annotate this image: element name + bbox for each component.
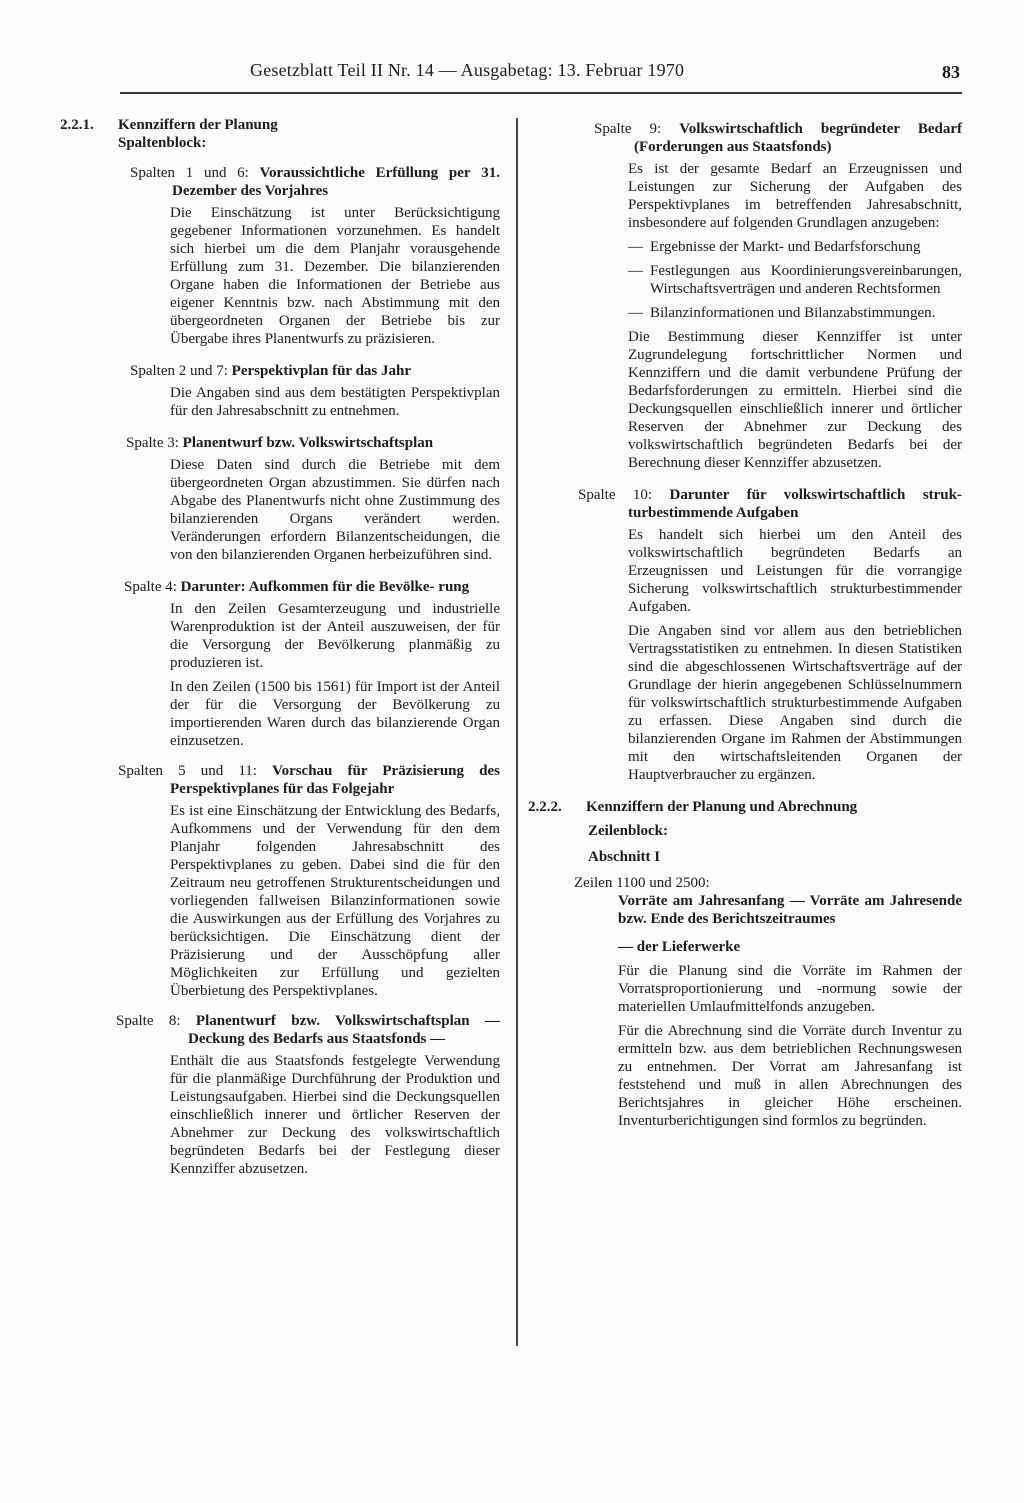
spalte-10-heading: [530, 486, 962, 522]
spalte-title-cont: (Forderungen aus Staatsfonds): [634, 139, 832, 155]
paragraph: In den Zeilen Gesamterzeugung und industrielle Warenproduktion ist der Anteil auszuweisen, der für die Versorgung der Bevölkerung planmäßig zu produzieren ist.: [170, 601, 500, 671]
paragraph: Es ist der gesamte Bedarf an Erzeugnissen und Leistungen zur Sicherung der Aufgaben des Perspektivplanes im betreffenden Jahresabschnitt, insbesondere auf folgenden Grundlagen anzugeben:: [628, 161, 962, 231]
spalte-title: Voraussichtliche Erfüllung per: [259, 165, 471, 181]
header-title: Gesetzblatt Teil II Nr. 14 — Ausgabetag: 13. Februar 1970: [250, 60, 685, 80]
list-item-text: Festlegungen aus Koordinierungsvereinbarungen, Wirtschaftsverträgen und anderen Rechtsformen: [650, 263, 962, 297]
paragraph: Diese Daten sind durch die Betriebe mit dem übergeordneten Organ abzustimmen. Sie dürfen nach Abgabe des Planentwurfs nicht ohne Zustimmung des bilanzierenden Organs verändert werden. Veränderungen erfordern Bilanzentscheidungen, die von den bilanzierenden Organen herbeizuführen sind.: [170, 457, 500, 563]
spalte-title: Planentwurf bzw. Volkswirtschaftsplan: [182, 435, 434, 451]
column-divider: [516, 118, 518, 1346]
page-header: [120, 60, 960, 90]
list-dash: —: [628, 305, 643, 321]
section-heading: [60, 116, 500, 134]
spalte-label: Spalte 4:: [124, 579, 181, 595]
spalte-title-cont: 31. Dezember des Vorjahres: [172, 165, 501, 199]
list-dash: —: [628, 239, 643, 255]
spalte-label: Spalte 10:: [578, 487, 670, 503]
spalte-title-cont: Perspektivplanes für das Folgejahr: [170, 781, 395, 797]
spalte-label: Spalte 8:: [116, 1013, 196, 1029]
paragraph: Für die Planung sind die Vorräte im Rahmen der Vorratsproportionierung und -normung sowie der materiellen Umlaufmittelfonds anzugeben.: [618, 963, 962, 1015]
spalte-label: Spalte 3:: [126, 435, 183, 451]
spalte-label: Spalten 1 und 6:: [130, 165, 260, 181]
paragraph: Die Angaben sind vor allem aus den betrieblichen Vertragsstatistiken zu entnehmen. In diesen Statistiken sind die abgeschlossenen Wirtschaftsverträge auf der Grundlage der hierin angegebenen Schlüsselnummern für volkswirtschaftlich strukturbestimmende Aufgaben zu erfassen. Diese Angaben sind durch die bilanzierenden Organe im Rahmen der Abstimmungen mit den wirtschaftsleitenden Organen der Hauptverbraucher zu ergänzen.: [628, 623, 962, 783]
sub-title: — der Lieferwerke: [618, 939, 741, 955]
paragraph: Es ist eine Einschätzung der Entwicklung des Bedarfs, Aufkommens und der Verwendung für den dem Planjahr folgenden Jahresabschnitt des Perspektivplanes zu geben. Dabei sind die für den Zeitraum neu getroffenen Strukturentscheidungen und vorliegenden fallweisen Bilanzinformationen sowie die Auswirkungen aus der Erfüllung des Vorjahres zu berücksichtigen. Die Einschätzung dient der Präzisierung und der Ausschöpfung aller Möglichkeiten zur Erfüllung und gezielten Überbietung des Perspektivplanes.: [170, 803, 500, 999]
spalte-title-cont: — Deckung des Bedarfs aus Staatsfonds —: [188, 1013, 500, 1047]
zeilen-title: Vorräte am Jahresanfang — Vorräte am Jahresende bzw. Ende des Berichtszeitraumes: [618, 893, 962, 927]
zeilen-label: Zeilen 1100 und 2500:: [574, 875, 710, 891]
paragraph: Es handelt sich hierbei um den Anteil des volkswirtschaftlich begründeten Bedarfs an Erzeugnissen und Leistungen für die vorrangige Sicherung volkswirtschaftlich strukturbestimmender Aufgaben.: [628, 527, 962, 615]
spalte-title: Vorschau für Präzisierung des: [272, 763, 500, 779]
paragraph: Die Einschätzung ist unter Berücksichtigung gegebener Informationen vorzunehmen. Es handelt sich hierbei um die dem Planjahr vorausgehende Erfüllung zum 31. Dezember. Die bilanzierenden Organe haben die Informationen der Betriebe aus eigener Kenntnis bzw. nach Abstimmung mit den übergeordneten Organen der Betriebe bis zur Übergabe ihres Planentwurfs zu präzisieren.: [170, 205, 500, 347]
page-number: 83: [942, 62, 960, 82]
spalte-title: Darunter für volkswirtschaftlich struk-: [669, 487, 962, 503]
block-label: Zeilenblock:: [588, 823, 669, 839]
spalte-title: Planentwurf bzw. Volkswirtschaftsplan: [195, 1013, 470, 1029]
list-dash: —: [628, 263, 643, 279]
spalte-5-heading: [60, 762, 500, 798]
paragraph: Enthält die aus Staatsfonds festgelegte Verwendung für die planmäßige Durchführung der Produktion und Leistungsaufgaben. Hierbei sind die Deckungsquellen einschließlich innerer und örtlicher Reserven der Abnehmer zur Deckung des volkswirtschaftlich begründeten Bedarfs bei der Festlegung dieser Kennziffer abzusetzen.: [170, 1053, 500, 1177]
spalte-4-heading: [60, 578, 500, 596]
section-number: 2.2.1.: [60, 117, 94, 133]
list-item: [628, 304, 962, 322]
list-item: [628, 262, 962, 298]
spalte-1-heading: [60, 164, 500, 200]
paragraph: Die Bestimmung dieser Kennziffer ist unter Zugrundelegung fortschrittlicher Normen und Kennziffern und die damit verbundene Prüfung der Bedarfsforderungen zu ermitteln. Hierbei sind die Deckungsquellen einschließlich innerer und örtlicher Reserven der Abnehmer zur Deckung des volkswirtschaftlich begründeten Bedarfs bei der Berechnung dieser Kennziffer abzusetzen.: [628, 329, 962, 471]
section-number: 2.2.2.: [528, 799, 562, 815]
spalte-9-heading: [530, 120, 962, 156]
paragraph: Für die Abrechnung sind die Vorräte durch Inventur zu ermitteln bzw. aus dem betrieblichen Rechnungswesen zu entnehmen. Der Vorrat am Jahresanfang ist feststehend und muß in allen Abrechnungen des Berichtsjahres in gleicher Höhe erscheinen. Inventurberichtigungen sind formlos zu begründen.: [618, 1023, 962, 1129]
spalte-title-cont: rung: [438, 579, 470, 595]
list-item: [628, 238, 962, 256]
section-title: Kennziffern der Planung: [118, 117, 278, 133]
spalte-8-heading: [60, 1012, 500, 1048]
section-title: Kennziffern der Planung und Abrechnung: [586, 799, 858, 815]
right-column: [530, 116, 962, 1136]
header-rule: [120, 92, 962, 94]
section-heading: [528, 798, 962, 816]
spalte-3-heading: [60, 434, 500, 452]
spalte-title: Darunter: Aufkommen für die Bevölke-: [180, 579, 435, 595]
spalte-label: Spalten 2 und 7:: [130, 363, 232, 379]
list-item-text: Ergebnisse der Markt- und Bedarfsforschung: [650, 239, 921, 255]
paragraph: In den Zeilen (1500 bis 1561) für Import ist der Anteil der für die Versorgung der Bevölkerung zu importierenden Waren durch das bilanzierende Organ einzusetzen.: [170, 679, 500, 749]
spalte-title: Perspektivplan für das Jahr: [231, 363, 411, 379]
left-column: [60, 116, 500, 1184]
list-item-text: Bilanzinformationen und Bilanzabstimmungen.: [650, 305, 936, 321]
block-label: Spaltenblock:: [118, 135, 207, 151]
abschnitt-label: Abschnitt I: [588, 849, 661, 865]
spalte-label: Spalten 5 und 11:: [118, 763, 273, 779]
spalte-2-heading: [60, 362, 500, 380]
paragraph: Die Angaben sind aus dem bestätigten Perspektivplan für den Jahresabschnitt zu entnehmen.: [170, 385, 500, 419]
spalte-title: Volkswirtschaftlich begründeter Bedarf: [679, 121, 962, 137]
spalte-label: Spalte 9:: [594, 121, 680, 137]
spalte-title-cont: turbestimmende Aufgaben: [628, 505, 799, 521]
